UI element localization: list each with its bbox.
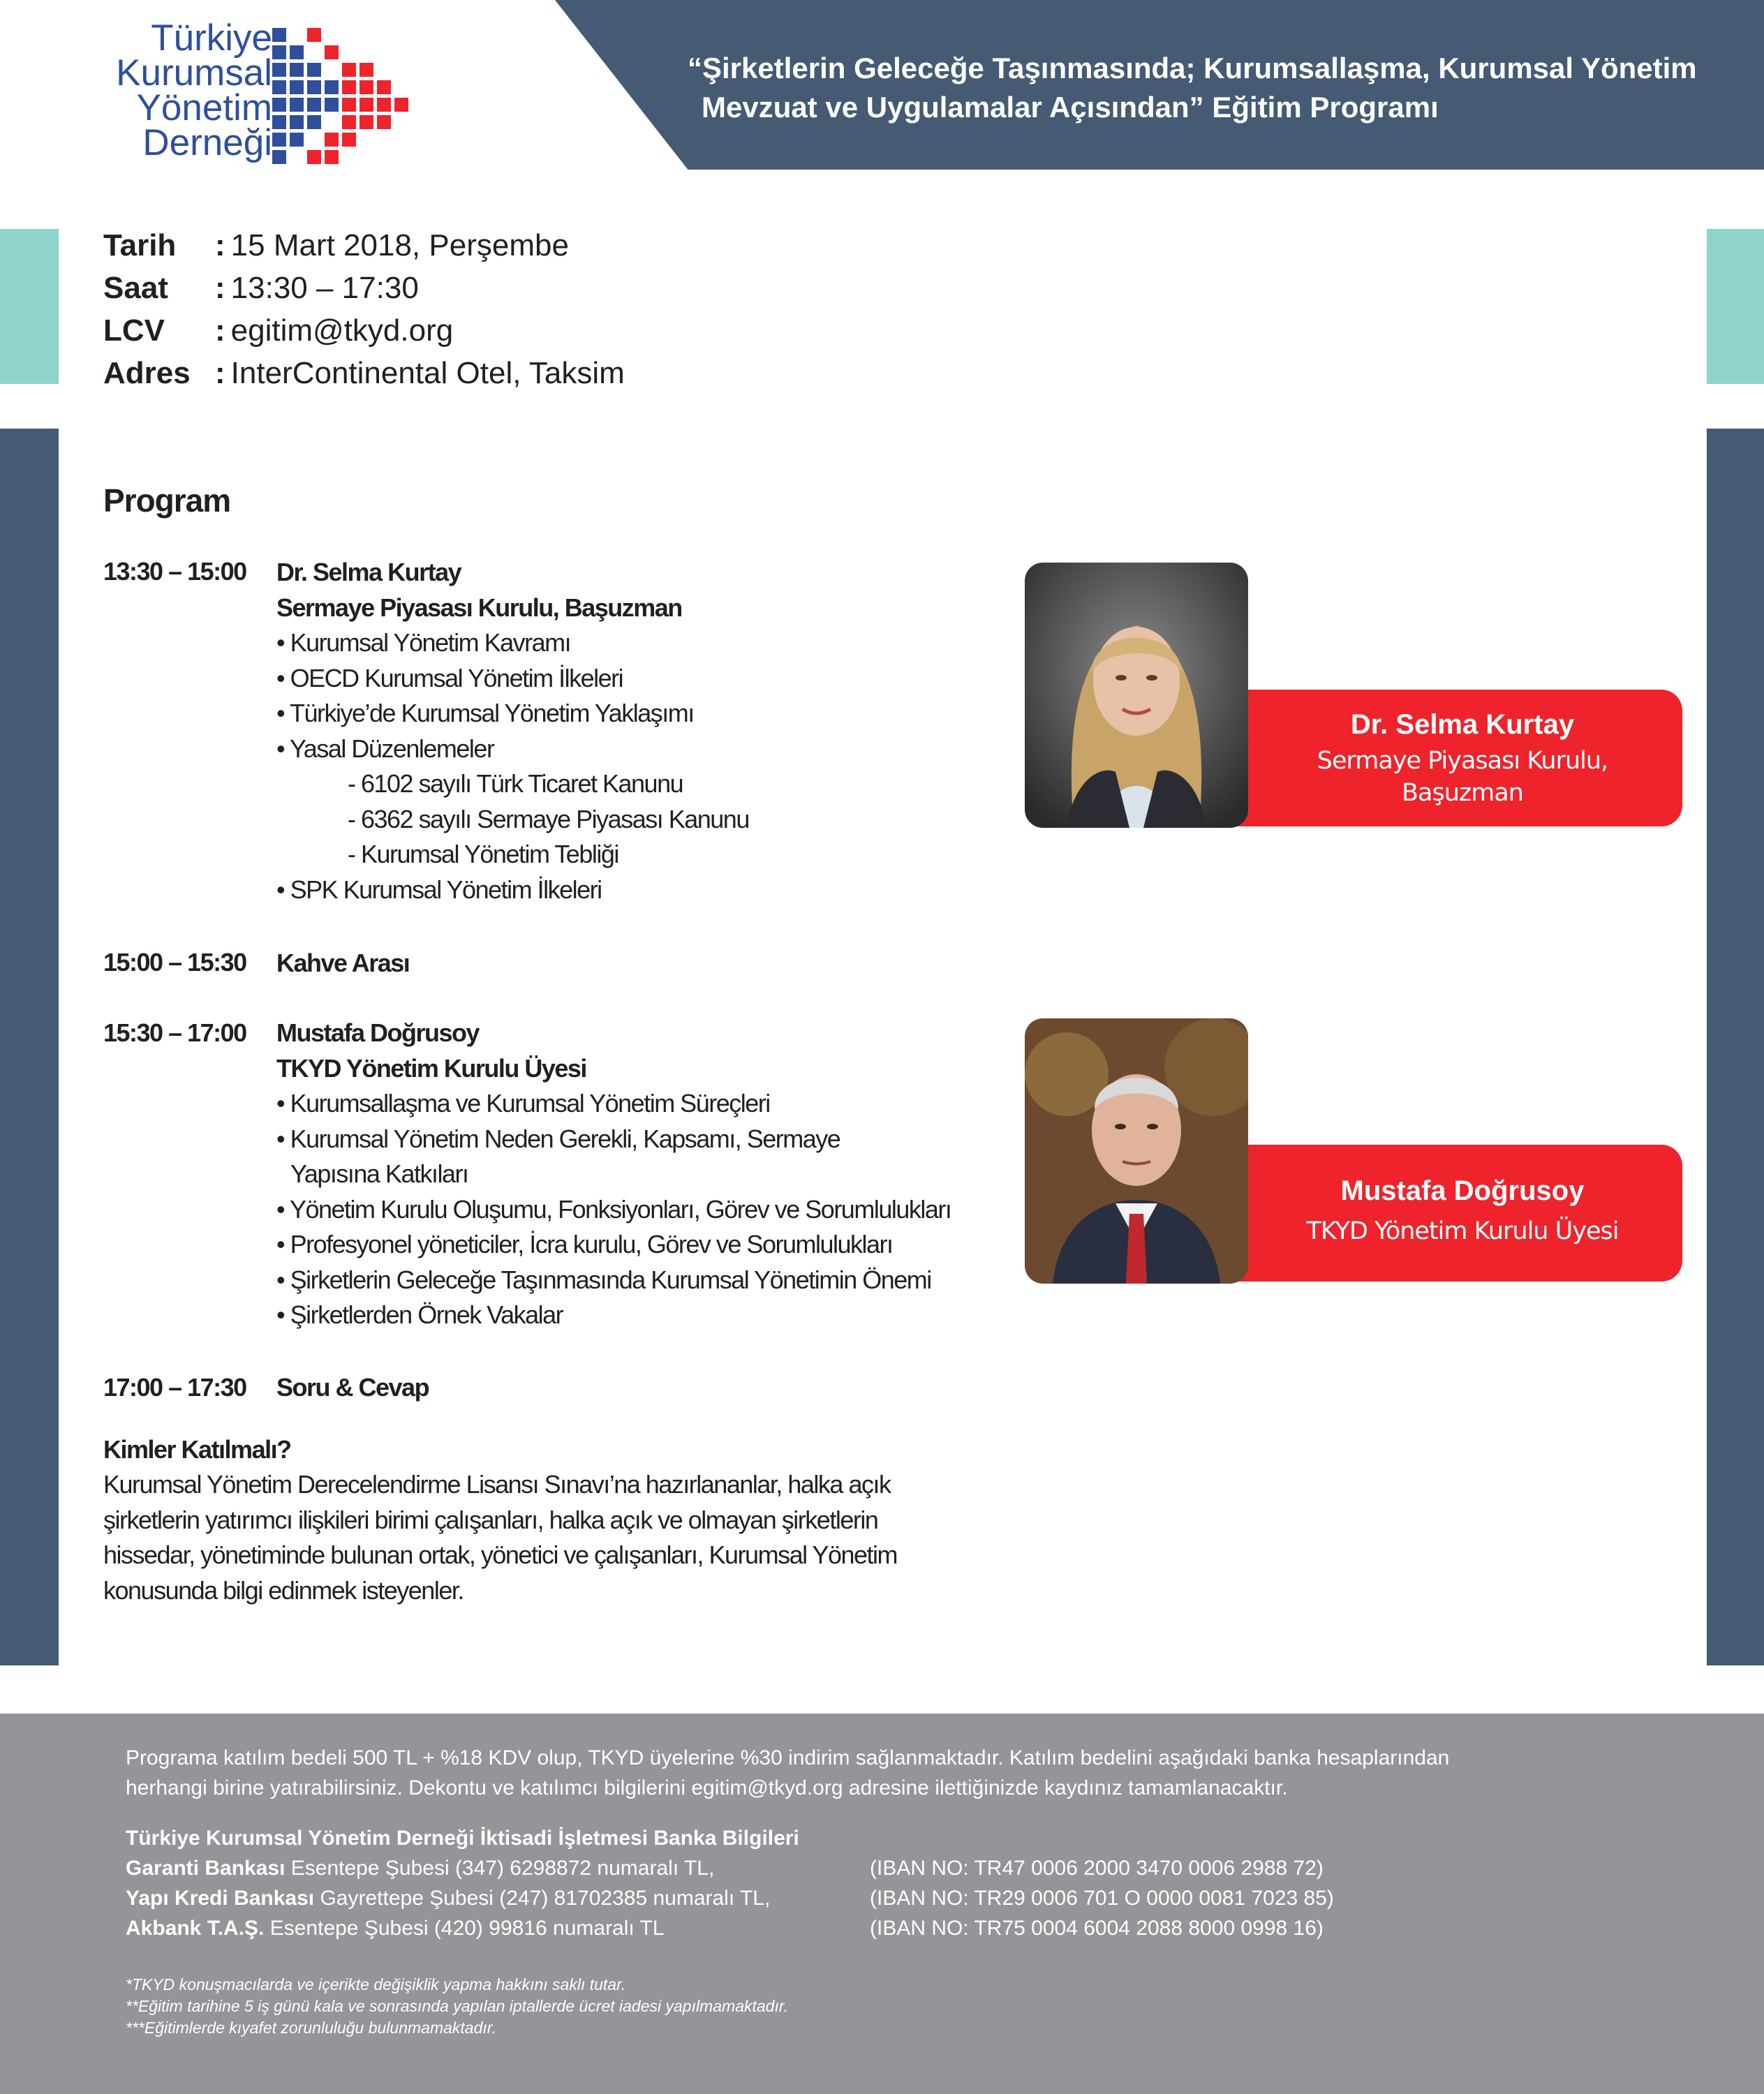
speaker-card-role: Sermaye Piyasası Kurulu, xyxy=(1317,747,1608,775)
sub-list-item: - 6362 sayılı Sermaye Piyasası Kanunu xyxy=(348,804,749,833)
event-title-line2: Mevzuat ve Uygulamalar Açısından” Eğitim Programı xyxy=(702,91,1439,124)
info-date: Tarih : 15 Mart 2018, Perşembe xyxy=(103,225,569,267)
speaker-card-name: Dr. Selma Kurtay xyxy=(1350,709,1575,740)
bank-name: Garanti Bankası xyxy=(126,1857,286,1880)
footnotes xyxy=(126,1974,788,2039)
list-item: • OECD Kurumsal Yönetim İlkeleri xyxy=(276,663,623,692)
speaker-card-role: Başuzman xyxy=(1402,779,1523,807)
bank-detail: Gayrettepe Şubesi (247) 81702385 numaralı TL, xyxy=(314,1887,771,1910)
session1-speaker: Dr. Selma Kurtay xyxy=(276,558,461,586)
session1-role: Sermaye Piyasası Kurulu, Başuzman xyxy=(276,593,682,622)
list-item: • Şirketlerin Geleceğe Taşınmasında Kurumsal Yönetimin Önemi xyxy=(276,1265,931,1294)
speaker-photo xyxy=(1025,1018,1248,1284)
audience-line: konusunda bilgi edinmek isteyenler. xyxy=(103,1575,464,1605)
fee-line: Programa katılım bedeli 500 TL + %18 KDV olup, TKYD üyelerine %30 indirim sağlanmaktadır. Katılım bedelini aşağıdaki banka hesaplarından xyxy=(126,1746,1450,1769)
info-value: 13:30 – 17:30 xyxy=(230,271,419,305)
session1-details xyxy=(276,555,749,907)
info-address: Adres : InterContinental Otel, Taksim xyxy=(103,352,625,394)
info-label: Adres xyxy=(103,356,191,390)
speaker-card-name: Mustafa Doğrusoy xyxy=(1340,1175,1585,1206)
fee-info xyxy=(126,1743,1449,1803)
audience-line: hissedar, yönetiminde bulunan ortak, yönetici ve çalışanları, Kurumsal Yönetim xyxy=(103,1540,898,1569)
bank-name: Yapı Kredi Bankası xyxy=(126,1887,315,1910)
list-item: • Kurumsal Yönetim Kavramı xyxy=(276,628,571,657)
list-item: • Kurumsallaşma ve Kurumsal Yönetim Süreçleri xyxy=(276,1089,770,1117)
footnote: **Eğitim tarihine 5 iş günü kala ve sonrasında yapılan iptallerde ücret iadesi yapılmamaktadır. xyxy=(126,1997,789,2015)
info-label: Tarih xyxy=(103,228,177,262)
info-label: LCV xyxy=(103,313,165,348)
list-item: • SPK Kurumsal Yönetim İlkeleri xyxy=(276,875,602,904)
audience-heading: Kimler Katılmalı? xyxy=(103,1435,291,1464)
bank-info-heading: Türkiye Kurumsal Yönetim Derneği İktisadi İşletmesi Banka Bilgileri xyxy=(126,1827,799,1850)
list-item: • Şirketlerden Örnek Vakalar xyxy=(276,1300,563,1329)
bank-info xyxy=(126,1823,799,1943)
fee-line: herhangi birine yatırabilirsiniz. Dekontu ve katılımcı bilgilerini egitim@tkyd.org adresine ilettiğinizde kaydınız tamamlanacaktır. xyxy=(126,1776,1288,1799)
sub-list-item: - Kurumsal Yönetim Tebliği xyxy=(348,840,618,868)
audience-description xyxy=(103,1467,1004,1608)
side-bar-navy-right xyxy=(1707,429,1764,1665)
event-title-line1: “Şirketlerin Geleceğe Taşınmasında; Kurumsallaşma, Kurumsal Yönetim xyxy=(688,52,1697,84)
session2-role: TKYD Yönetim Kurulu Üyesi xyxy=(276,1053,586,1083)
iban: (IBAN NO: TR29 0006 701 O 0000 0081 7023 85) xyxy=(870,1887,1334,1910)
sub-list-item: - 6102 sayılı Türk Ticaret Kanunu xyxy=(348,769,683,798)
speaker-card xyxy=(1201,1145,1682,1282)
info-rsvp: LCV : egitim@tkyd.org xyxy=(103,310,453,352)
side-bar-teal-left xyxy=(0,229,59,384)
iban: (IBAN NO: TR47 0006 2000 3470 0006 2988 72) xyxy=(870,1857,1324,1880)
list-item: • Yasal Düzenlemeler xyxy=(276,734,494,763)
event-title xyxy=(688,49,1749,127)
list-item: • Kurumsal Yönetim Neden Gerekli, Kapsamı, Sermaye xyxy=(276,1124,840,1153)
qa-time: 17:00 – 17:30 xyxy=(103,1373,246,1402)
list-item-continuation: Yapısına Katkıları xyxy=(290,1159,468,1188)
info-time: Saat : 13:30 – 17:30 xyxy=(103,267,419,309)
break-label: Kahve Arası xyxy=(276,949,410,977)
speaker-photo xyxy=(1025,563,1248,828)
logo-line: Türkiye xyxy=(151,17,272,59)
speaker-card xyxy=(1201,690,1682,826)
program-heading: Program xyxy=(103,482,231,519)
info-value: 15 Mart 2018, Perşembe xyxy=(230,228,569,262)
rsvp-email-link[interactable]: egitim@tkyd.org xyxy=(230,313,454,348)
side-bar-teal-right xyxy=(1707,229,1764,384)
logo-line: Kurumsal xyxy=(116,52,272,94)
bank-row xyxy=(126,1913,799,1943)
bank-name: Akbank T.A.Ş. xyxy=(126,1917,265,1940)
logo-text xyxy=(84,17,272,163)
iban: (IBAN NO: TR75 0004 6004 2088 8000 0998 16) xyxy=(870,1917,1324,1940)
footnote: ***Eğitimlerde kıyafet zorunluluğu bulunmamaktadır. xyxy=(126,2019,496,2037)
bank-row xyxy=(126,1853,799,1883)
side-bar-navy-left xyxy=(0,429,59,1665)
audience-line: şirketlerin yatırımcı ilişkileri birimi çalışanları, halka açık ve olmayan şirketlerin xyxy=(103,1505,878,1534)
list-item: • Profesyonel yöneticiler, İcra kurulu, Görev ve Sorumlulukları xyxy=(276,1230,893,1258)
bank-row xyxy=(126,1883,799,1913)
session2-time: 15:30 – 17:00 xyxy=(103,1018,246,1047)
session2-speaker: Mustafa Doğrusoy xyxy=(276,1018,480,1047)
logo-line: Yönetim xyxy=(136,87,272,128)
session2-details xyxy=(276,1016,951,1333)
iban-list xyxy=(870,1853,1334,1943)
footnote: *TKYD konuşmacılarda ve içerikte değişiklik yapma hakkını saklı tutar. xyxy=(126,1975,626,1993)
info-label: Saat xyxy=(103,271,168,305)
audience-line: Kurumsal Yönetim Derecelendirme Lisansı Sınavı’na hazırlananlar, halka açık xyxy=(103,1470,891,1499)
speaker-card-role: TKYD Yönetim Kurulu Üyesi xyxy=(1306,1217,1619,1245)
list-item: • Yönetim Kurulu Oluşumu, Fonksiyonları, Görev ve Sorumlulukları xyxy=(276,1194,951,1224)
qa-label: Soru & Cevap xyxy=(276,1373,429,1402)
break-time: 15:00 – 15:30 xyxy=(103,948,246,977)
session1-time: 13:30 – 15:00 xyxy=(103,557,246,586)
list-item: • Türkiye’de Kurumsal Yönetim Yaklaşımı xyxy=(276,699,694,727)
bank-detail: Esentepe Şubesi (347) 6298872 numaralı TL, xyxy=(285,1857,715,1880)
logo-line: Derneği xyxy=(142,122,272,163)
bank-detail: Esentepe Şubesi (420) 99816 numaralı TL xyxy=(264,1917,665,1940)
info-value: InterContinental Otel, Taksim xyxy=(230,356,625,390)
